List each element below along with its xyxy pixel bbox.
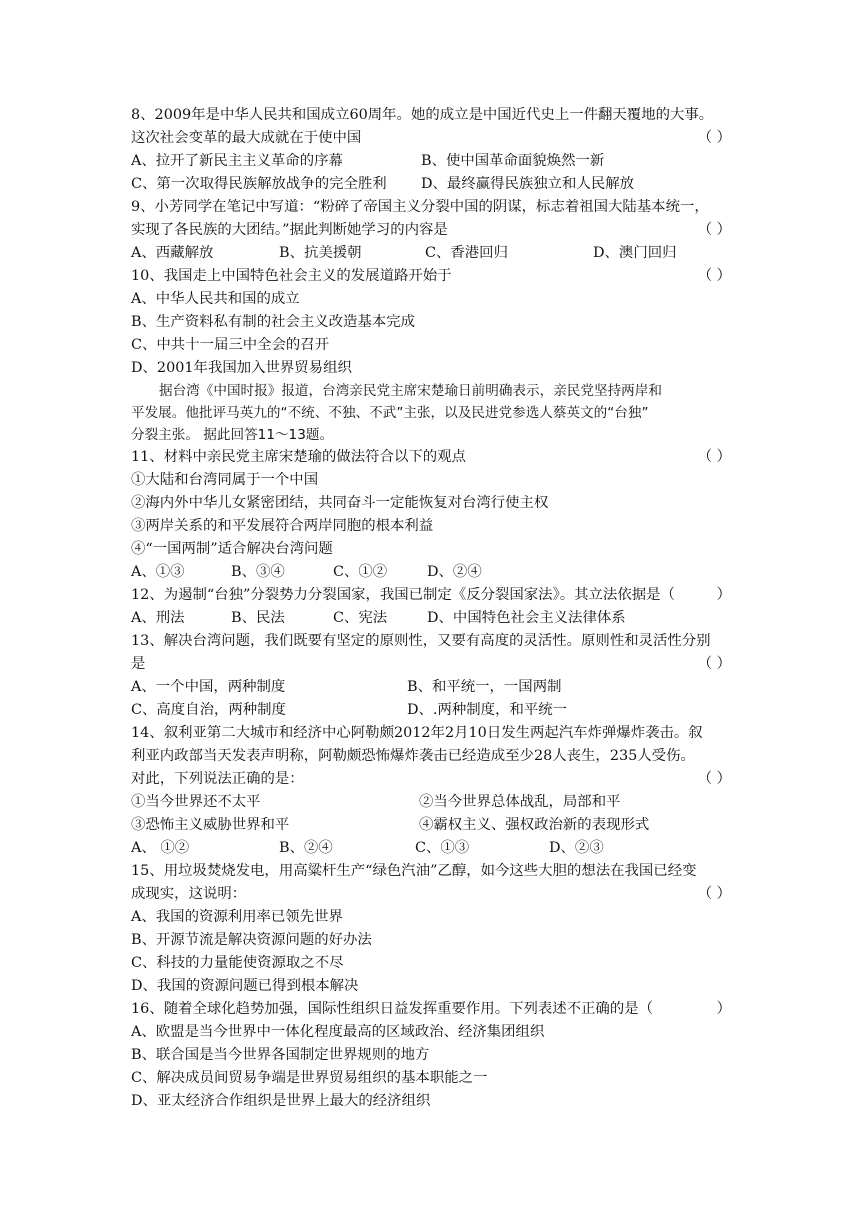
q11-stem-text: 11、材料中亲民党主席宋楚瑜的做法符合以下的观点 (131, 449, 466, 465)
q15-option-b: B、开源节流是解决资源问题的好办法 (131, 932, 372, 948)
q15-option-b-line (131, 929, 731, 952)
q8-option-b: B、使中国革命面貌焕然一新 (421, 153, 605, 169)
q8-options-row2 (131, 173, 731, 196)
q12-options (131, 607, 731, 630)
q9-stem-line2 (131, 219, 731, 242)
q11-statement-1-line (131, 469, 731, 492)
q8-stem-line1 (131, 104, 731, 127)
q8-option-a: A、拉开了新民主主义革命的序幕 (131, 153, 343, 169)
q14-stem-text-3: 对此，下列说法正确的是： (131, 771, 304, 787)
q12-option-c: C、宪法 (333, 610, 388, 626)
q10-option-a-line (131, 288, 731, 311)
q13-answer-blank: （ ） (697, 656, 731, 672)
q10-option-d: D、2001年我国加入世界贸易组织 (131, 360, 352, 376)
q10-stem-line1 (131, 265, 731, 288)
q16-option-c: C、解决成员间贸易争端是世界贸易组织的基本职能之一 (131, 1070, 488, 1086)
q10-option-c: C、中共十一届三中全会的召开 (131, 337, 330, 353)
q13-option-c: C、高度自治，两种制度 (131, 702, 286, 718)
q9-options (131, 242, 731, 265)
q16-stem-line1 (131, 998, 731, 1021)
q16-option-c-line (131, 1067, 731, 1090)
material-text-1: 据台湾《中国时报》报道，台湾亲民党主席宋楚瑜日前明确表示，亲民党坚持两岸和 (159, 383, 662, 399)
q11-statement-4-line (131, 538, 731, 561)
q15-option-a: A、我国的资源利用率已领先世界 (131, 909, 343, 925)
q16-option-a-line (131, 1021, 731, 1044)
q11-statement-3: ③两岸关系的和平发展符合两岸同胞的根本利益 (131, 518, 434, 534)
q8-answer-blank: （ ） (697, 130, 731, 146)
q12-answer-blank: ） (716, 587, 731, 603)
q16-option-b-line (131, 1044, 731, 1067)
q9-option-d: D、澳门回归 (593, 245, 677, 261)
q13-option-b: B、和平统一，一国两制 (407, 679, 562, 695)
q16-answer-blank: ） (716, 1001, 731, 1017)
q9-option-b: B、抗美援朝 (279, 245, 362, 261)
q11-answer-blank: （ ） (697, 449, 731, 465)
q11-statement-2-line (131, 492, 731, 515)
q11-option-a: A、①③ (131, 564, 185, 580)
q9-answer-blank: （ ） (697, 222, 731, 238)
q13-options-row2 (131, 699, 731, 722)
q15-stem-text-2: 成现实，这说明： (131, 886, 247, 902)
q8-option-d: D、最终赢得民族独立和人民解放 (421, 176, 635, 192)
q12-stem-line1 (131, 584, 731, 607)
q12-option-a: A、刑法 (131, 610, 185, 626)
q8-stem-text: 8、2009年是中华人民共和国成立60周年。她的成立是中国近代史上一件翻天覆地的大事。 (131, 107, 714, 123)
q16-option-a: A、欧盟是当今世界中一体化程度最高的区域政治、经济集团组织 (131, 1024, 545, 1040)
material-text-3: 分裂主张。 据此回答11～13题。 (131, 427, 334, 443)
q12-option-b: B、民法 (231, 610, 285, 626)
material-text-2: 平发展。他批评马英九的“不统、不独、不武”主张，以及民进党参选人蔡英文的“台独” (131, 405, 649, 421)
q11-stem-line1 (131, 446, 731, 469)
q11-option-c: C、①② (333, 564, 388, 580)
q15-option-a-line (131, 906, 731, 929)
q11-options (131, 561, 731, 584)
q14-statement-3: ③恐怖主义威胁世界和平 (131, 817, 290, 833)
q14-option-b: B、②④ (279, 840, 333, 856)
q14-statements-row1 (131, 791, 731, 814)
q10-option-a: A、中华人民共和国的成立 (131, 291, 300, 307)
q9-stem-line1 (131, 196, 731, 219)
q9-option-c: C、香港回归 (425, 245, 508, 261)
q15-option-c: C、科技的力量能使资源取之不尽 (131, 955, 344, 971)
q8-stem-line2 (131, 127, 731, 150)
q10-option-c-line (131, 334, 731, 357)
q14-option-c: C、①③ (415, 840, 470, 856)
q12-option-d: D、中国特色社会主义法律体系 (427, 610, 626, 626)
q9-option-a: A、西藏解放 (131, 245, 214, 261)
q14-stem-line2 (131, 745, 731, 768)
q13-stem-text: 13、解决台湾问题，我们既要有坚定的原则性，又要有高度的灵活性。原则性和灵活性分别 (131, 633, 711, 649)
q13-options-row1 (131, 676, 731, 699)
q8-option-c: C、第一次取得民族解放战争的完全胜利 (131, 176, 387, 192)
q14-statement-1: ①当今世界还不太平 (131, 794, 261, 810)
q15-stem-text: 15、用垃圾焚烧发电，用高粱杆生产“绿色汽油”乙醇，如今这些大胆的想法在我国已经变 (131, 863, 697, 879)
q13-stem-line1 (131, 630, 731, 653)
q14-stem-line3 (131, 768, 731, 791)
q13-option-a: A、一个中国，两种制度 (131, 679, 286, 695)
q13-stem-line2 (131, 653, 731, 676)
q10-answer-blank: （ ） (697, 268, 731, 284)
q14-option-a: A、 ①② (131, 840, 190, 856)
q15-option-c-line (131, 952, 731, 975)
q15-stem-line2 (131, 883, 731, 906)
q11-statement-1: ①大陆和台湾同属于一个中国 (131, 472, 319, 488)
q11-statement-4: ④“一国两制”适合解决台湾问题 (131, 541, 333, 557)
q14-option-d: D、②③ (549, 840, 604, 856)
material-line2 (131, 402, 731, 424)
q15-answer-blank: （ ） (697, 886, 731, 902)
q13-stem-text-2: 是 (131, 656, 146, 672)
q10-option-d-line (131, 357, 731, 380)
q12-stem-text: 12、为遏制“台独”分裂势力分裂国家，我国已制定《反分裂国家法》。其立法依据是（ (131, 587, 675, 603)
exam-page (131, 104, 731, 1113)
q11-option-d: D、②④ (427, 564, 482, 580)
q14-answer-blank: （ ） (697, 771, 731, 787)
q14-stem-text-2: 利亚内政部当天发表声明称，阿勒颇恐怖爆炸袭击已经造成至少28人丧生，235人受伤。 (131, 748, 695, 764)
q9-stem-text: 9、小芳同学在笔记中写道：“粉碎了帝国主义分裂中国的阴谋，标志着祖国大陆基本统一， (131, 199, 709, 215)
material-line3 (131, 424, 731, 446)
q14-statement-4: ④霸权主义、强权政治新的表现形式 (419, 817, 650, 833)
q11-statement-2: ②海内外中华儿女紧密团结，共同奋斗一定能恢复对台湾行使主权 (131, 495, 549, 511)
q16-option-d: D、亚太经济合作组织是世界上最大的经济组织 (131, 1093, 431, 1109)
q9-stem-text-2: 实现了各民族的大团结。”据此判断她学习的内容是 (131, 222, 448, 238)
q13-option-d: D、.两种制度，和平统一 (407, 702, 568, 718)
q10-option-b: B、生产资料私有制的社会主义改造基本完成 (131, 314, 415, 330)
q15-stem-line1 (131, 860, 731, 883)
material-line1 (131, 380, 731, 402)
q16-option-d-line (131, 1090, 731, 1113)
q14-stem-text: 14、叙利亚第二大城市和经济中心阿勒颇2012年2月10日发生两起汽车炸弹爆炸袭击。叙 (131, 725, 703, 741)
q15-option-d-line (131, 975, 731, 998)
q15-option-d: D、我国的资源问题已得到根本解决 (131, 978, 359, 994)
q16-option-b: B、联合国是当今世界各国制定世界规则的地方 (131, 1047, 430, 1063)
q8-stem-text-2: 这次社会变革的最大成就在于使中国 (131, 130, 362, 146)
q14-statements-row2 (131, 814, 731, 837)
q10-stem-text: 10、我国走上中国特色社会主义的发展道路开始于 (131, 268, 452, 284)
q16-stem-text: 16、随着全球化趋势加强，国际性组织日益发挥重要作用。下列表述不正确的是（ (131, 1001, 653, 1017)
q10-option-b-line (131, 311, 731, 334)
q11-statement-3-line (131, 515, 731, 538)
q14-statement-2: ②当今世界总体战乱，局部和平 (419, 794, 621, 810)
q14-options (131, 837, 731, 860)
q11-option-b: B、③④ (231, 564, 285, 580)
q8-options-row1 (131, 150, 731, 173)
q14-stem-line1 (131, 722, 731, 745)
